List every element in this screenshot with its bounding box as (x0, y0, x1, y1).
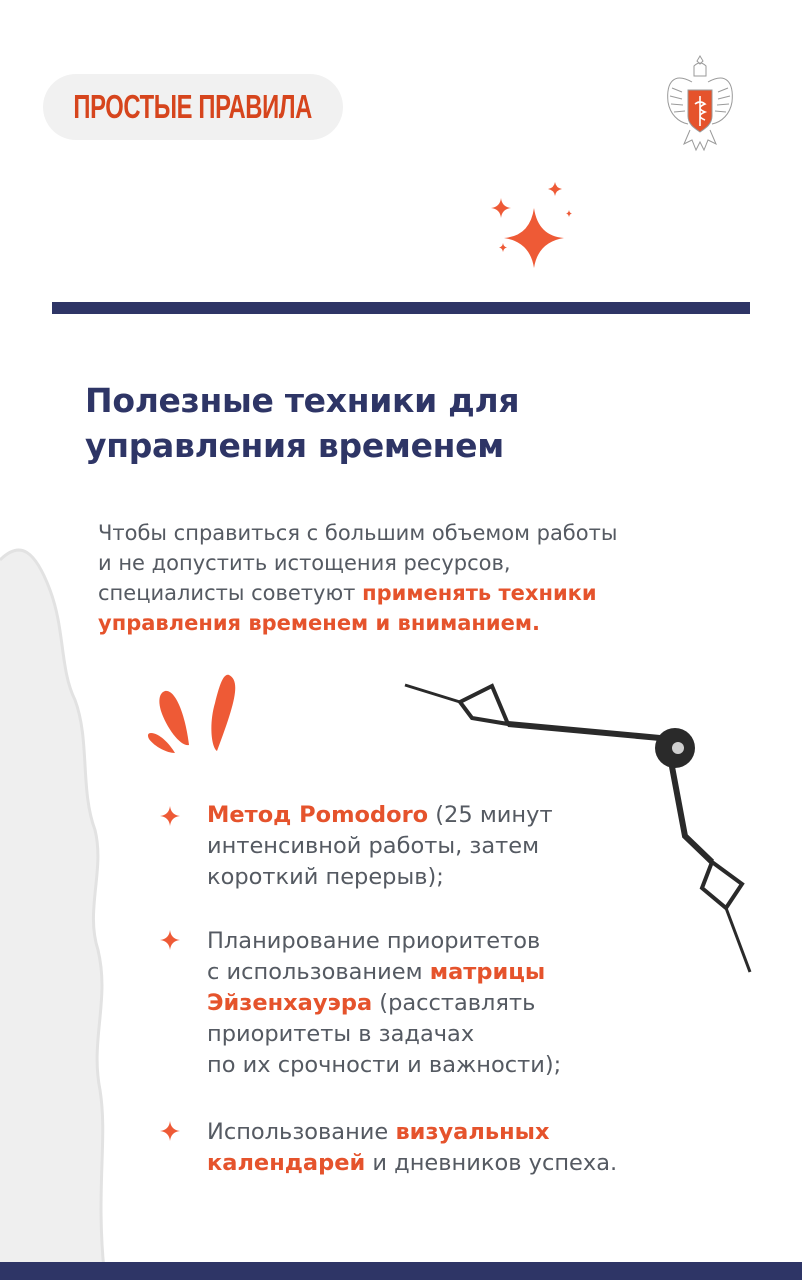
bottom-bar (0, 1262, 802, 1280)
torn-paper-decoration (0, 530, 110, 1280)
badge-label: ПРОСТЫЕ ПРАВИЛА (73, 88, 313, 125)
splash-drops-icon (145, 673, 240, 755)
bullet-star-icon (159, 805, 181, 827)
divider-bar (52, 302, 750, 314)
bullet-star-icon (159, 929, 181, 951)
intro-line (98, 578, 617, 608)
item-line (207, 988, 561, 1019)
item-line: приоритеты в задачах (207, 1021, 475, 1047)
item-highlight: визуальных (395, 1119, 550, 1145)
intro-paragraph (98, 518, 617, 638)
page-title (85, 378, 519, 468)
list-item (207, 800, 553, 893)
sparkle-stars-icon (484, 180, 580, 270)
intro-line: и не допустить истощения ресурсов, (98, 551, 511, 575)
item-text: (расставлять (372, 990, 536, 1016)
intro-line: Чтобы справиться с большим объемом работы (98, 521, 618, 545)
item-text: с использованием (207, 959, 430, 985)
list-item (207, 926, 561, 1081)
section-badge (43, 74, 343, 140)
item-text: и дневников успеха. (365, 1150, 618, 1176)
item-text: (25 минут (428, 802, 553, 828)
intro-line (98, 608, 617, 638)
intro-text: специалисты советуют (98, 581, 363, 605)
intro-highlight: применять техники (362, 581, 597, 605)
item-highlight: календарей (207, 1150, 366, 1176)
list-item (207, 1117, 617, 1179)
item-highlight: Эйзенхауэра (207, 990, 373, 1016)
item-line: по их срочности и важности); (207, 1052, 562, 1078)
item-text: Использование (207, 1119, 396, 1145)
item-line (207, 957, 561, 988)
item-line (207, 800, 553, 831)
title-line: управления временем (85, 426, 504, 465)
intro-highlight: управления временем и вниманием. (98, 611, 541, 635)
ministry-emblem-logo (664, 52, 736, 158)
item-line: короткий перерыв); (207, 864, 444, 890)
item-line (207, 1148, 617, 1179)
item-line (207, 1117, 617, 1148)
item-highlight: Метод Pomodoro (207, 802, 429, 828)
item-line: интенсивной работы, затем (207, 833, 540, 859)
bullet-star-icon (159, 1120, 181, 1142)
item-highlight: матрицы (429, 959, 546, 985)
item-line: Планирование приоритетов (207, 928, 541, 954)
title-line: Полезные техники для (85, 381, 520, 420)
